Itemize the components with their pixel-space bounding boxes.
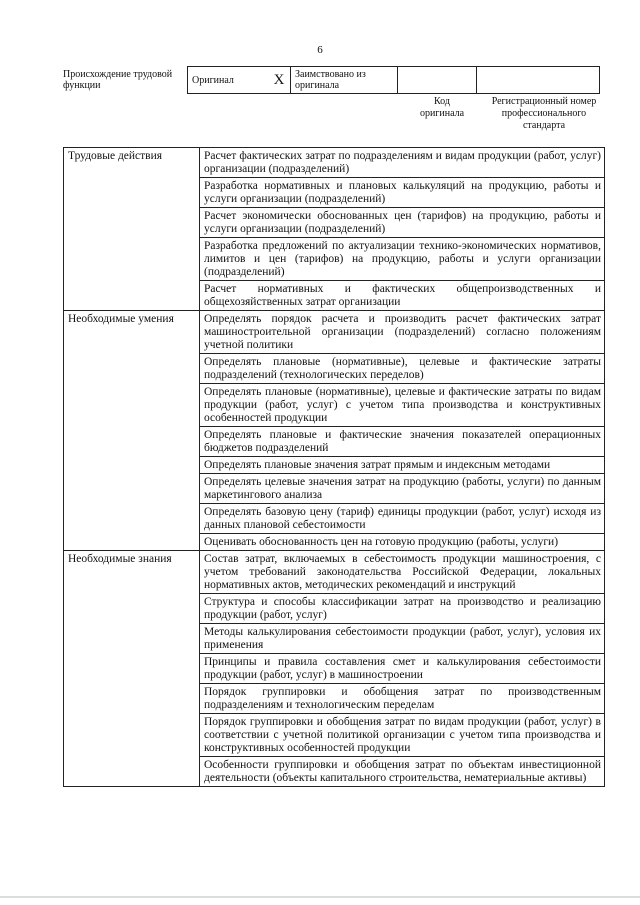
code-caption: Код оригинала [419, 96, 465, 119]
origin-original-cell: Оригинал [188, 67, 269, 94]
section-item: Расчет фактических затрат по подразделениям и видам продукции (работ, услуг) организации (подразделений) [200, 148, 605, 178]
section-item: Структура и способы классификации затрат на производство и реализацию продукции (работ, услуг) [200, 594, 605, 624]
section-label: Необходимые умения [64, 311, 200, 551]
table-row [64, 311, 605, 354]
section-item: Определять порядок расчета и производить расчет фактических затрат машиностроительной организации (подразделений) согласно положениям учетной политики [200, 311, 605, 354]
table-row [64, 148, 605, 178]
origin-code-cell [398, 67, 477, 94]
section-item: Оценивать обоснованность цен на готовую продукцию (работы, услуги) [200, 534, 605, 551]
section-item: Разработка предложений по актуализации технико-экономических нормативов, лимитов и цен (тарифов) на продукцию, работы и услуги организации (подразделений) [200, 238, 605, 281]
section-item: Расчет экономически обоснованных цен (тарифов) на продукцию, работы и услуги организации (подразделений) [200, 208, 605, 238]
section-label: Необходимые знания [64, 551, 200, 787]
section-item: Состав затрат, включаемых в себестоимость продукции машиностроения, с учетом требований законодательства Российской Федерации, локальных нормативных актов, методических рекомендаций и инструкций [200, 551, 605, 594]
section-item: Принципы и правила составления смет и калькулирования себестоимости продукции (работ, услуг) в машиностроении [200, 654, 605, 684]
origin-table [63, 66, 600, 94]
origin-mark: X [268, 67, 291, 94]
section-item: Определять плановые (нормативные), целевые и фактические затраты подразделений (технологических переделов) [200, 354, 605, 384]
section-item: Порядок группировки и обобщения затрат по производственным подразделениям и технологическим переделам [200, 684, 605, 714]
scan-edge [0, 896, 640, 898]
section-item: Порядок группировки и обобщения затрат по видам продукции (работ, услуг) в соответствии с учетной политикой организации с учетом типа производства и конструктивных особенностей продукции [200, 714, 605, 757]
section-item: Определять целевые значения затрат на продукцию (работы, услуги) по данным маркетингового анализа [200, 474, 605, 504]
section-item: Особенности группировки и обобщения затрат по объектам инвестиционной деятельности (объекты капитального строительства, нематериальные активы) [200, 757, 605, 787]
origin-label: Происхождение трудовой функции [63, 69, 173, 91]
section-item: Определять плановые (нормативные), целевые и фактические затраты по видам продукции (работ, услуг) с учетом типа производства и конструктивных особенностей продукции [200, 384, 605, 427]
section-item: Расчет нормативных и фактических общепроизводственных и общехозяйственных затрат организации [200, 281, 605, 311]
table-row [64, 551, 605, 594]
section-item: Определять базовую цену (тариф) единицы продукции (работ, услуг) исходя из данных плановой себестоимости [200, 504, 605, 534]
section-item: Определять плановые значения затрат прямым и индексным методами [200, 457, 605, 474]
section-item: Разработка нормативных и плановых калькуляций на продукцию, работы и услуги организации (подразделений) [200, 178, 605, 208]
function-table [63, 147, 605, 787]
section-item: Методы калькулирования себестоимости продукции (работ, услуг), условия их применения [200, 624, 605, 654]
page-number: 6 [317, 44, 323, 56]
section-label: Трудовые действия [64, 148, 200, 311]
origin-reg-number-cell [477, 67, 600, 94]
section-item: Определять плановые и фактические значения показателей операционных бюджетов подразделений [200, 427, 605, 457]
reg-number-caption: Регистрационный номер профессионального стандарта [491, 96, 597, 131]
origin-borrowed-cell: Заимствовано из оригинала [291, 67, 398, 94]
